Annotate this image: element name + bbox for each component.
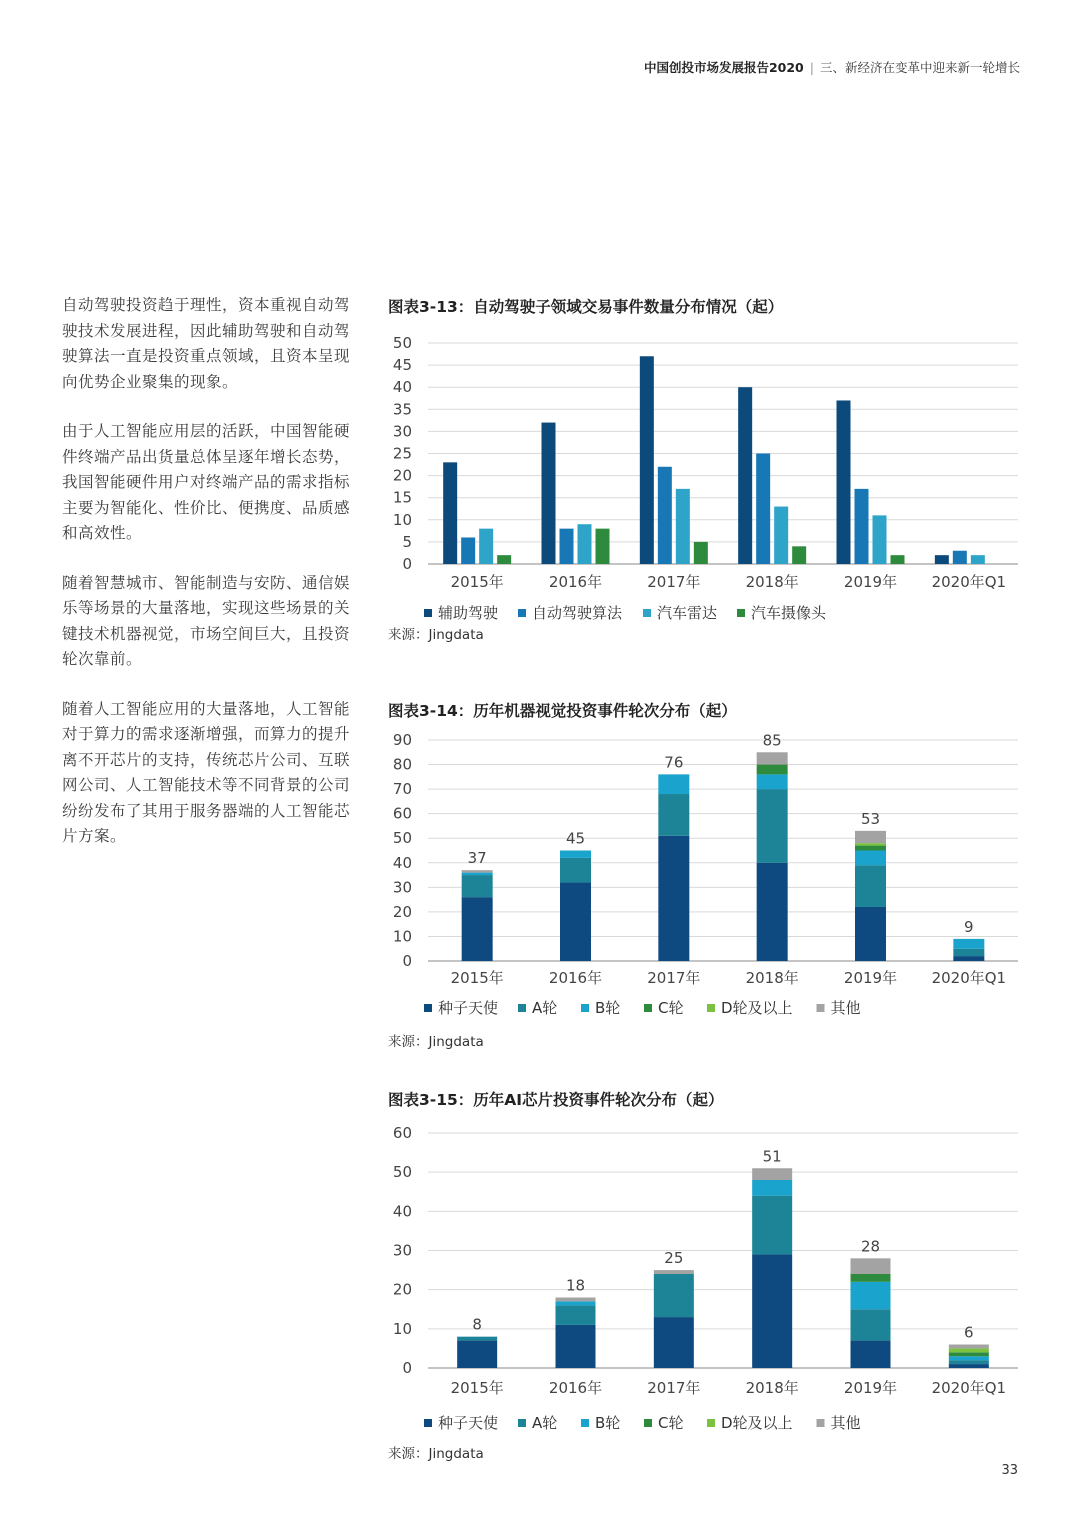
bar-segment [953, 949, 984, 956]
y-tick-label: 40 [392, 378, 412, 397]
total-data-label: 85 [762, 731, 782, 750]
chart-ai-chips [388, 1118, 1028, 1468]
bar [774, 507, 788, 564]
bar-segment [757, 765, 788, 775]
x-tick-label: 2016年 [548, 573, 603, 591]
body-text-column [62, 293, 362, 874]
bar-segment [556, 1305, 596, 1325]
x-tick-label: 2020年Q1 [931, 573, 1007, 591]
bar [640, 356, 654, 564]
paragraph-machine-vision: 随着智慧城市、智能制造与安防、通信娱乐等场景的大量落地，实现这些场景的关键技术机器视觉，市场空间巨大，且投资轮次靠前。 [62, 573, 351, 668]
bar [497, 555, 511, 564]
legend-swatch [644, 1419, 652, 1427]
figure-title: 图表3-14：历年机器视觉投资事件轮次分布（起） [388, 702, 737, 720]
x-tick-label: 2018年 [745, 1379, 799, 1397]
legend-label: D轮及以上 [721, 999, 793, 1017]
bar-segment [556, 1325, 596, 1368]
y-tick-label: 0 [402, 1359, 412, 1377]
paragraph-ai-chips: 随着人工智能应用的大量落地，人工智能对于算力的需求逐渐增强，而算力的提升离不开芯片的支持，传统芯片公司、互联网公司、人工智能技术等不同背景的公司纷纷发布了其用于服务器端的人工智能芯片方案。 [62, 699, 351, 845]
bar [855, 489, 869, 564]
y-tick-label: 90 [392, 731, 412, 749]
bar [658, 467, 672, 564]
figure-title: 图表3-13：自动驾驶子领域交易事件数量分布情况（起） [388, 298, 784, 316]
y-tick-label: 0 [402, 952, 412, 970]
bar [738, 387, 752, 564]
bar [542, 423, 556, 564]
bar-segment [855, 831, 886, 843]
bar-segment [462, 870, 493, 872]
bar [953, 551, 967, 564]
x-tick-label: 2017年 [647, 573, 701, 591]
bar-segment [851, 1309, 891, 1340]
y-tick-label: 50 [392, 1163, 412, 1182]
bar-segment [855, 846, 886, 851]
bar [837, 400, 851, 564]
y-tick-label: 10 [392, 1319, 412, 1338]
y-tick-label: 50 [392, 334, 412, 352]
bar-segment [855, 907, 886, 961]
bar-segment [851, 1258, 891, 1274]
total-data-label: 45 [565, 829, 586, 848]
y-tick-label: 5 [402, 532, 412, 551]
x-tick-label: 2016年 [548, 969, 603, 987]
figure-source: 来源：Jingdata [388, 627, 484, 643]
legend-label: 辅助驾驶 [438, 604, 499, 622]
x-tick-label: 2017年 [647, 969, 701, 987]
legend-label: A轮 [532, 1414, 558, 1432]
bar-segment [752, 1254, 792, 1368]
figure-source: 来源：Jingdata [388, 1034, 484, 1050]
chart-legend [424, 1414, 861, 1432]
running-header [644, 58, 1020, 76]
chart-machine-vision [388, 725, 1028, 1055]
bar [694, 542, 708, 564]
x-tick-label: 2018年 [745, 573, 799, 591]
report-title: 中国创投市场发展报告2020 [643, 60, 804, 75]
bar-segment [654, 1317, 694, 1368]
paragraph-smart-hardware: 由于人工智能应用层的活跃，中国智能硬件终端产品出货量总体呈逐年增长态势，我国智能硬件用户对终端产品的需求指标主要为智能化、性价比、便携度、品质感和高效性。 [62, 422, 351, 542]
bar [461, 537, 475, 564]
y-tick-label: 10 [392, 927, 412, 946]
legend-label: 种子天使 [438, 1414, 499, 1432]
legend-swatch [581, 1419, 589, 1427]
y-tick-label: 45 [392, 356, 412, 375]
legend-label: A轮 [532, 999, 558, 1017]
bar-segment [851, 1282, 891, 1309]
bar-segment [752, 1168, 792, 1180]
bar-segment [658, 836, 689, 961]
y-tick-label: 30 [392, 1241, 412, 1260]
legend-label: 汽车雷达 [657, 604, 718, 622]
header-separator: | [809, 60, 814, 75]
x-tick-label: 2019年 [843, 1379, 898, 1397]
legend-swatch [643, 609, 651, 617]
page-number: 33 [1001, 1463, 1018, 1478]
chart-legend [424, 604, 827, 622]
bar-segment [560, 858, 591, 883]
legend-label: B轮 [595, 999, 621, 1017]
total-data-label: 53 [860, 809, 881, 828]
legend-label: C轮 [658, 999, 684, 1017]
x-tick-label: 2020年Q1 [931, 969, 1007, 987]
total-data-label: 18 [565, 1276, 586, 1295]
figure-3-15 [388, 1086, 1028, 1466]
legend-label: B轮 [595, 1414, 621, 1432]
bar-segment [457, 1337, 497, 1341]
bar-segment [949, 1356, 989, 1360]
bar-segment [855, 865, 886, 907]
bar-segment [851, 1341, 891, 1368]
bar-segment [658, 774, 689, 794]
bar [971, 555, 985, 564]
bar-segment [855, 843, 886, 845]
bar-segment [462, 897, 493, 961]
chart-autonomous-driving [388, 328, 1028, 648]
total-data-label: 9 [964, 917, 974, 936]
bar-segment [949, 1348, 989, 1352]
legend-swatch [817, 1419, 825, 1427]
bar-segment [658, 794, 689, 836]
bar [873, 515, 887, 564]
x-tick-label: 2015年 [450, 573, 504, 591]
legend-swatch [424, 1419, 432, 1427]
legend-swatch [518, 1004, 526, 1012]
bar-segment [953, 956, 984, 961]
paragraph-autonomous-driving: 自动驾驶投资趋于理性，资本重视自动驾驶技术发展进程，因此辅助驾驶和自动驾驶算法一直是投资重点领域，且资本呈现向优势企业聚集的现象。 [62, 296, 351, 391]
y-tick-label: 30 [392, 422, 412, 441]
bar-segment [949, 1345, 989, 1349]
bar-segment [560, 851, 591, 858]
y-tick-label: 80 [392, 755, 412, 774]
legend-swatch [424, 609, 432, 617]
total-data-label: 25 [664, 1249, 684, 1268]
legend-label: 汽车摄像头 [751, 604, 827, 622]
bar [756, 454, 770, 565]
bar-segment [654, 1270, 694, 1274]
total-data-label: 6 [964, 1323, 974, 1342]
bar-segment [949, 1364, 989, 1368]
legend-label: 其他 [830, 999, 861, 1017]
bar-segment [457, 1341, 497, 1368]
y-tick-label: 10 [392, 510, 412, 529]
x-tick-label: 2019年 [843, 573, 898, 591]
y-tick-label: 20 [392, 902, 412, 921]
bar-segment [462, 875, 493, 897]
figure-3-14 [388, 697, 1028, 1057]
bar-segment [757, 863, 788, 961]
x-tick-label: 2019年 [843, 969, 898, 987]
bar-segment [752, 1180, 792, 1196]
y-tick-label: 35 [392, 400, 412, 419]
total-data-label: 28 [860, 1237, 881, 1256]
y-tick-label: 60 [392, 1124, 412, 1142]
bar-segment [855, 851, 886, 866]
total-data-label: 37 [467, 849, 487, 868]
legend-swatch [817, 1004, 825, 1012]
bar-segment [560, 882, 591, 961]
legend-swatch [644, 1004, 652, 1012]
bar [443, 462, 457, 564]
y-tick-label: 15 [392, 488, 412, 507]
y-tick-label: 25 [392, 444, 412, 463]
legend-swatch [707, 1004, 715, 1012]
bar-segment [654, 1274, 694, 1317]
legend-swatch [424, 1004, 432, 1012]
legend-swatch [707, 1419, 715, 1427]
legend-swatch [518, 609, 526, 617]
y-tick-label: 20 [392, 466, 412, 485]
x-tick-label: 2016年 [548, 1379, 603, 1397]
total-data-label: 51 [762, 1147, 782, 1166]
y-tick-label: 40 [392, 1202, 412, 1221]
total-data-label: 8 [472, 1315, 482, 1334]
legend-label: 种子天使 [438, 999, 499, 1017]
bar-segment [757, 789, 788, 863]
bar-segment [757, 752, 788, 764]
bar [676, 489, 690, 564]
bar-segment [949, 1352, 989, 1356]
legend-swatch [581, 1004, 589, 1012]
x-tick-label: 2018年 [745, 969, 799, 987]
legend-label: C轮 [658, 1414, 684, 1432]
legend-swatch [518, 1419, 526, 1427]
x-tick-label: 2017年 [647, 1379, 701, 1397]
figure-source: 来源：Jingdata [388, 1446, 484, 1462]
bar-segment [752, 1196, 792, 1255]
y-tick-label: 0 [402, 555, 412, 573]
y-tick-label: 60 [392, 804, 412, 823]
y-tick-label: 50 [392, 829, 412, 848]
chart-legend [424, 999, 861, 1017]
total-data-label: 76 [664, 753, 684, 772]
bar [479, 529, 493, 564]
x-tick-label: 2015年 [450, 969, 504, 987]
bar-segment [757, 774, 788, 789]
bar [560, 529, 574, 564]
legend-label: D轮及以上 [721, 1414, 793, 1432]
bar [935, 555, 949, 564]
x-tick-label: 2015年 [450, 1379, 504, 1397]
legend-swatch [737, 609, 745, 617]
legend-label: 自动驾驶算法 [532, 604, 623, 622]
bar-segment [953, 939, 984, 949]
bar [596, 529, 610, 564]
figure-3-13 [388, 293, 1028, 653]
bar-segment [949, 1360, 989, 1364]
y-tick-label: 30 [392, 878, 412, 897]
y-tick-label: 20 [392, 1280, 412, 1299]
bar [792, 546, 806, 564]
legend-label: 其他 [830, 1414, 861, 1432]
y-tick-label: 70 [392, 780, 412, 799]
bar-segment [851, 1274, 891, 1282]
bar-segment [462, 873, 493, 875]
bar-segment [556, 1298, 596, 1302]
bar-segment [556, 1301, 596, 1305]
x-tick-label: 2020年Q1 [931, 1379, 1007, 1397]
y-tick-label: 40 [392, 853, 412, 872]
bar [578, 524, 592, 564]
figure-title: 图表3-15：历年AI芯片投资事件轮次分布（起） [388, 1091, 724, 1109]
section-title: 三、新经济在变革中迎来新一轮增长 [819, 60, 1020, 75]
bar [891, 555, 905, 564]
